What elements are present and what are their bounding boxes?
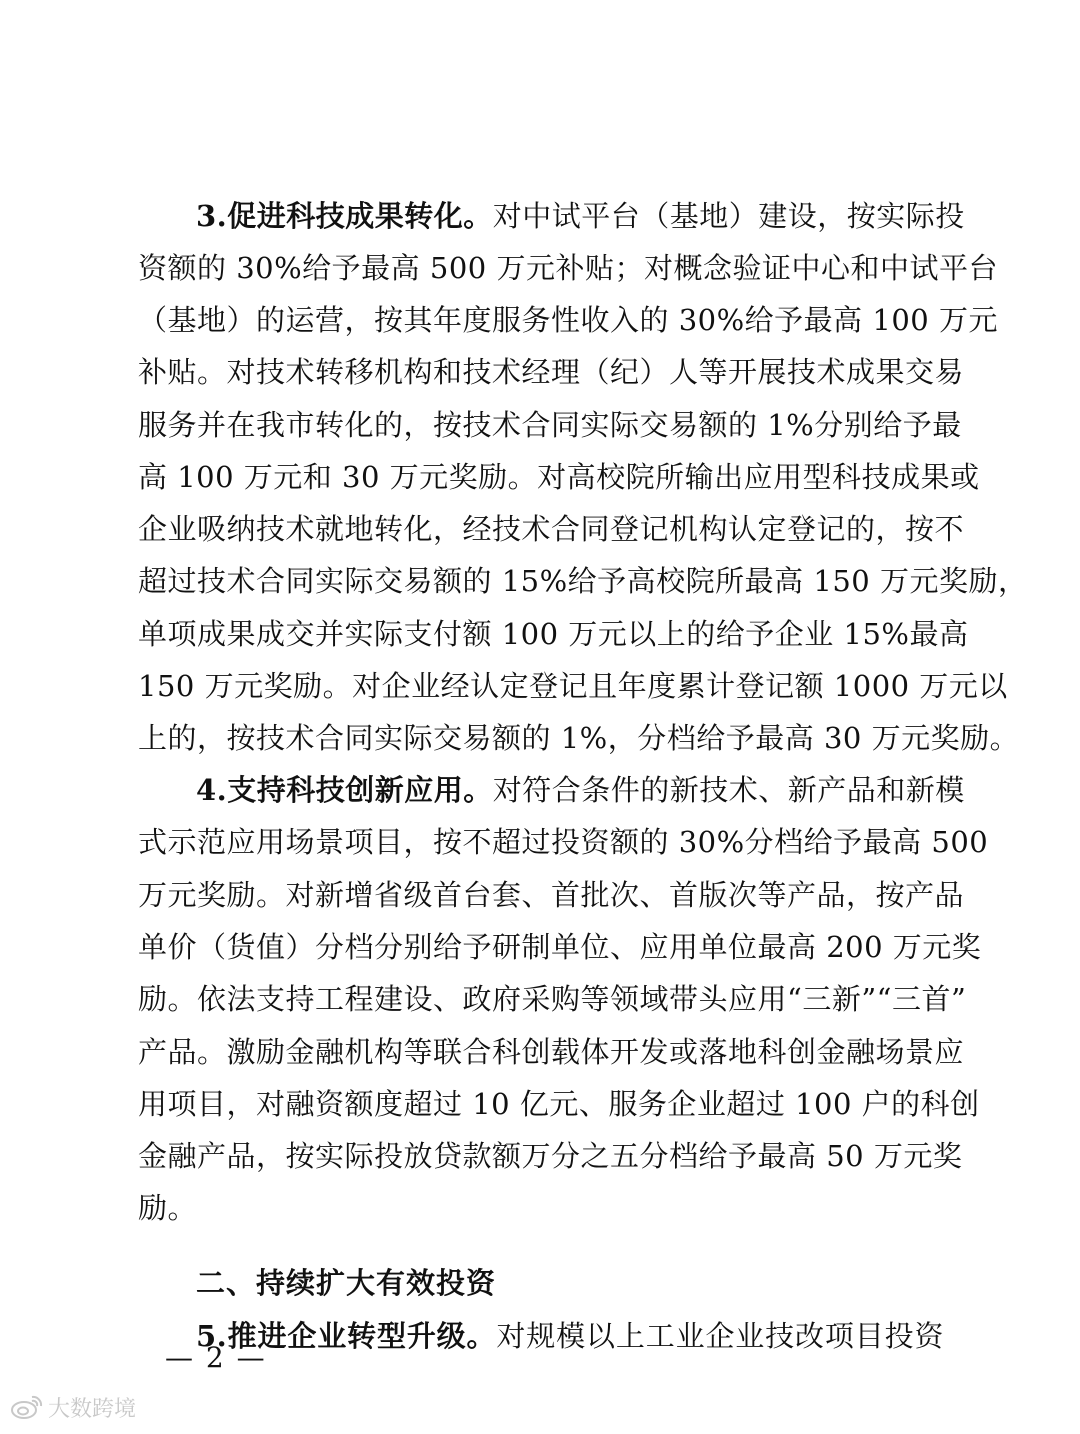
paragraph-4-line-9: 励。 [138, 1191, 198, 1225]
paragraph-4-line-6: 产品。激励金融机构等联合科创载体开发或落地科创金融场景应 [138, 1035, 965, 1069]
paragraph-3-line-8: 超过技术合同实际交易额的 15%给予高校院所最高 150 万元奖励， [138, 564, 1028, 598]
paragraph-3-line-2: 资额的 30%给予最高 500 万元补贴；对概念验证中心和中试平台 [138, 251, 998, 285]
paragraph-4-line-7: 用项目，对融资额度超过 10 亿元、服务企业超过 100 户的科创 [138, 1087, 980, 1121]
paragraph-5-lead: 5.推进企业转型升级。 [196, 1319, 497, 1353]
watermark [10, 1390, 136, 1424]
paragraph-4-line-3: 万元奖励。对新增省级首台套、首批次、首版次等产品，按产品 [138, 878, 965, 912]
section-heading: 二、持续扩大有效投资 [196, 1266, 497, 1300]
paragraph-4-line-2: 式示范应用场景项目，按不超过投资额的 30%分档给予最高 500 [138, 825, 989, 859]
paragraph-3-line-9: 单项成果成交并实际支付额 100 万元以上的给予企业 15%最高 [138, 617, 969, 651]
paragraph-5-line-1: 5.推进企业转型升级。对规模以上工业企业技改项目投资 [196, 1319, 944, 1353]
page-number: — 2 — [165, 1341, 267, 1374]
paragraph-3-line-3: （基地）的运营，按其年度服务性收入的 30%给予最高 100 万元 [138, 303, 998, 337]
paragraph-3-line-5: 服务并在我市转化的，按技术合同实际交易额的 1%分别给予最 [138, 408, 962, 442]
paragraph-4-lead: 4.支持科技创新应用。 [196, 773, 493, 807]
watermark-text: 大数跨境 [48, 1396, 137, 1422]
paragraph-4-line-8: 金融产品，按实际投放贷款额万分之五分档给予最高 50 万元奖 [138, 1139, 963, 1173]
paragraph-4-line-1: 4.支持科技创新应用。对符合条件的新技术、新产品和新模 [196, 773, 965, 807]
paragraph-3-line-1: 3.促进科技成果转化。对中试平台（基地）建设，按实际投 [196, 199, 965, 233]
paragraph-4-line-4: 单价（货值）分档分别给予研制单位、应用单位最高 200 万元奖 [138, 930, 982, 964]
paragraph-3-line-7: 企业吸纳技术就地转化，经技术合同登记机构认定登记的，按不 [138, 512, 965, 546]
paragraph-3-line-11: 上的，按技术合同实际交易额的 1%，分档给予最高 30 万元奖励。 [138, 721, 1020, 755]
paragraph-4-line-5: 励。依法支持工程建设、政府采购等领域带头应用“三新”“三首” [138, 982, 967, 1016]
paragraph-3-line-4: 补贴。对技术转移机构和技术经理（纪）人等开展技术成果交易 [138, 355, 965, 389]
paragraph-3-lead: 3.促进科技成果转化。 [196, 199, 493, 233]
paragraph-3-line-10: 150 万元奖励。对企业经认定登记且年度累计登记额 1000 万元以 [138, 669, 1008, 703]
paragraph-3-line-6: 高 100 万元和 30 万元奖励。对高校院所输出应用型科技成果或 [138, 460, 980, 494]
weibo-logo-icon [10, 1393, 44, 1421]
